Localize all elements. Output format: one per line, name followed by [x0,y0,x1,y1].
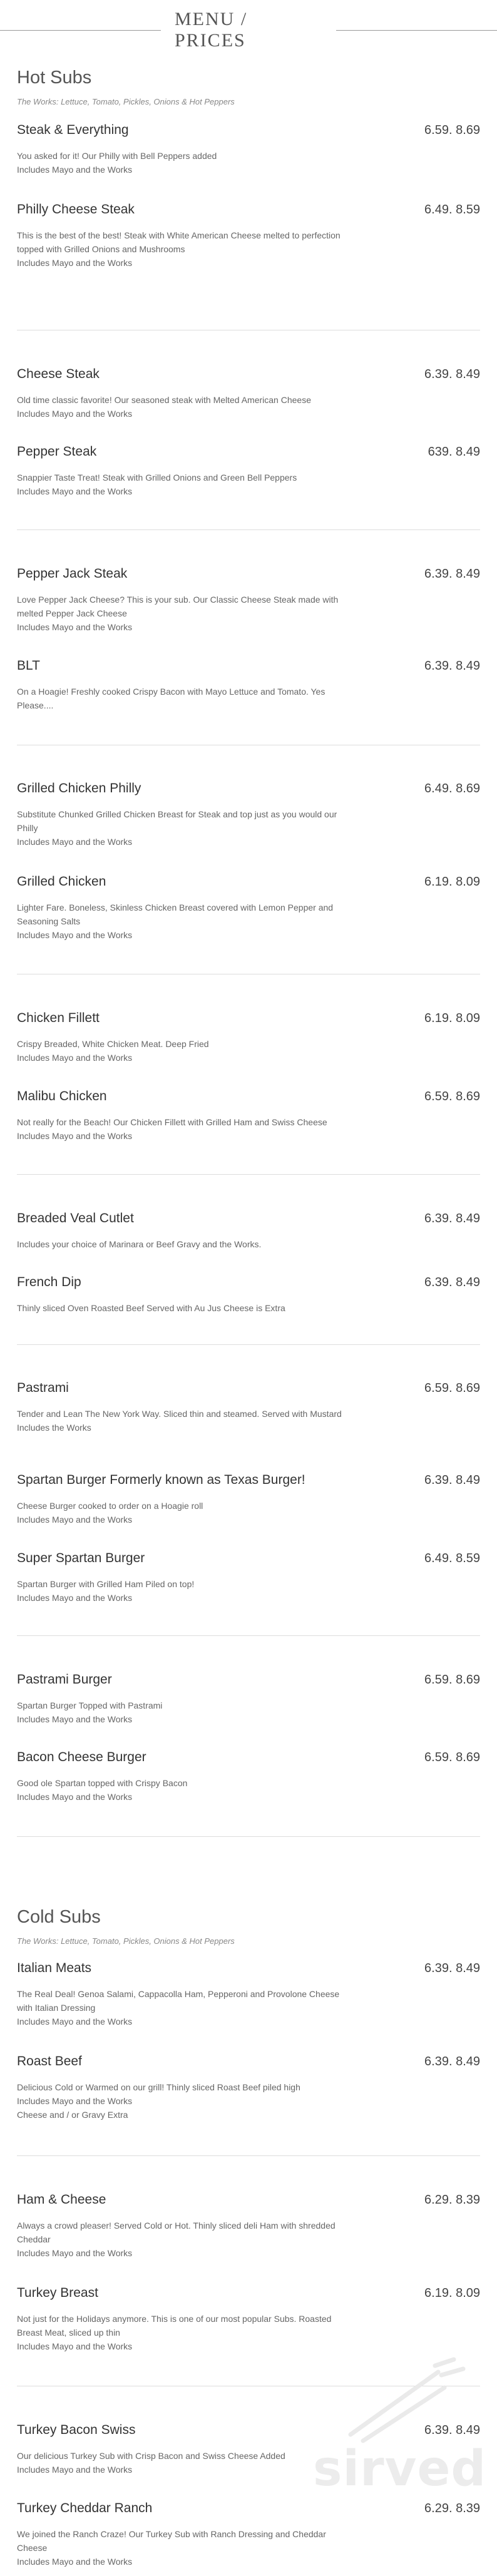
item-description: Includes your choice of Marinara or Beef Gravy and the Works. [17,1239,262,1249]
item-price: 6.59. 8.69 [424,1090,480,1103]
menu-item [17,202,480,270]
menu-item [17,2054,480,2122]
item-price: 639. 8.49 [428,445,480,459]
item-description: Old time classic favorite! Our seasoned steak with Melted American Cheese Includes Mayo and the Works [17,395,311,419]
item-price: 6.19. 8.09 [424,1011,480,1025]
item-price: 6.49. 8.69 [424,782,480,795]
item-price: 6.59. 8.69 [424,123,480,137]
item-name: Philly Cheese Steak [17,202,135,217]
item-name: Pastrami Burger [17,1672,112,1687]
menu-item [17,1961,480,2028]
item-price: 6.39. 8.49 [424,1961,480,1975]
item-name: Pepper Steak [17,444,97,459]
divider [17,1174,480,1175]
item-name: Bacon Cheese Burger [17,1750,146,1764]
item-name: Cheese Steak [17,367,100,381]
menu-item [17,2192,480,2260]
menu-header [0,9,497,51]
item-price: 6.49. 8.59 [424,203,480,217]
item-name: Breaded Veal Cutlet [17,1211,134,1225]
item-description: Spartan Burger with Grilled Ham Piled on top! Includes Mayo and the Works [17,1579,195,1603]
item-description: Lighter Fare. Boneless, Skinless Chicken Breast covered with Lemon Pepper and Seasoning Salts Includes Mayo and the Works [17,902,334,940]
item-description: Delicious Cold or Warmed on our grill! Thinly sliced Roast Beef piled high Includes Mayo and the Works Cheese and / or Gravy Extra [17,2082,300,2120]
item-price: 6.59. 8.69 [424,1673,480,1687]
item-name: Grilled Chicken Philly [17,781,141,795]
item-description: You asked for it! Our Philly with Bell Peppers added Includes Mayo and the Works [17,151,217,175]
menu-item [17,444,480,498]
menu-item [17,2501,480,2568]
item-name: Roast Beef [17,2054,82,2068]
item-description: Thinly sliced Oven Roasted Beef Served with Au Jus Cheese is Extra [17,1303,285,1313]
item-price: 6.59. 8.69 [424,1381,480,1395]
item-description: This is the best of the best! Steak with White American Cheese melted to perfection topped with Grilled Onions and Mushrooms Includes Mayo and the Works [17,230,341,268]
item-name: Grilled Chicken [17,874,106,889]
item-description: Love Pepper Jack Cheese? This is your sub. Our Classic Cheese Steak made with melted Pepper Jack Cheese Includes Mayo and the Works [17,595,339,632]
item-price: 6.59. 8.69 [424,1751,480,1764]
item-name: Turkey Breast [17,2286,98,2300]
item-name: Turkey Bacon Swiss [17,2423,136,2437]
item-description: Tender and Lean The New York Way. Sliced thin and steamed. Served with Mustard Includes the Works [17,1409,342,1433]
item-name: Pastrami [17,1381,69,1395]
menu-item [17,1089,480,1143]
menu-item [17,367,480,421]
section-title-cold-subs: Cold Subs [17,1907,101,1927]
item-description: We joined the Ranch Craze! Our Turkey Sub with Ranch Dressing and Cheddar Cheese Includes Mayo and the Works [17,2529,326,2567]
item-price: 6.39. 8.49 [424,2055,480,2068]
item-description: Snappier Taste Treat! Steak with Grilled Onions and Green Bell Peppers Includes Mayo and the Works [17,473,297,496]
item-description: Cheese Burger cooked to order on a Hoagie roll Includes Mayo and the Works [17,1501,203,1525]
item-description: Always a crowd pleaser! Served Cold or Hot. Thinly sliced deli Ham with shredded Cheddar Includes Mayo and the Works [17,2221,336,2258]
item-description: Our delicious Turkey Sub with Crisp Bacon and Swiss Cheese Added Includes Mayo and the Works [17,2451,285,2475]
item-name: Italian Meats [17,1961,92,1975]
section-title-hot-subs: Hot Subs [17,68,92,88]
item-name: Ham & Cheese [17,2192,106,2207]
divider [17,529,480,530]
menu-item [17,2423,480,2476]
item-price: 6.39. 8.49 [424,2423,480,2437]
item-price: 6.29. 8.39 [424,2193,480,2207]
item-price: 6.49. 8.59 [424,1551,480,1565]
divider [17,1344,480,1345]
item-description: Crispy Breaded, White Chicken Meat. Deep Fried Includes Mayo and the Works [17,1039,209,1063]
item-description: Spartan Burger Topped with Pastrami Includes Mayo and the Works [17,1700,163,1724]
menu-item [17,658,480,712]
divider [17,2155,480,2156]
section-note-cold-subs: The Works: Lettuce, Tomato, Pickles, Onions & Hot Peppers [17,1936,235,1946]
menu-item [17,1551,480,1605]
menu-item [17,566,480,634]
menu-item [17,874,480,942]
item-description: Not really for the Beach! Our Chicken Fillett with Grilled Ham and Swiss Cheese Includes Mayo and the Works [17,1117,327,1141]
item-price: 6.39. 8.49 [424,1473,480,1487]
menu-item [17,1011,480,1065]
item-description: Not just for the Holidays anymore. This is one of our most popular Subs. Roasted Breast Meat, sliced up thin Includes Mayo and the Works [17,2314,332,2351]
header-rule-right [336,30,497,31]
watermark-text: sirved [313,2441,487,2497]
item-name: Turkey Cheddar Ranch [17,2501,153,2515]
item-price: 6.29. 8.39 [424,2502,480,2515]
divider [17,1635,480,1636]
item-price: 6.39. 8.49 [424,1212,480,1225]
menu-item [17,2286,480,2353]
item-name: Chicken Fillett [17,1011,100,1025]
item-description: On a Hoagie! Freshly cooked Crispy Bacon with Mayo Lettuce and Tomato. Yes Please.... [17,687,325,710]
menu-item [17,1211,480,1251]
header-rule-left [0,30,161,31]
item-price: 6.39. 8.49 [424,1275,480,1289]
item-description: The Real Deal! Genoa Salami, Cappacolla Ham, Pepperoni and Provolone Cheese with Italian Dressing Includes Mayo and the Works [17,1989,340,2027]
menu-item [17,1672,480,1726]
menu-item [17,123,480,176]
item-name: French Dip [17,1275,81,1289]
menu-item [17,781,480,849]
page-title: MENU / PRICES [175,9,248,51]
item-price: 6.19. 8.09 [424,2286,480,2300]
menu-item [17,1275,480,1315]
menu-item [17,1473,480,1526]
item-name: Pepper Jack Steak [17,566,128,581]
item-price: 6.39. 8.49 [424,659,480,673]
item-price: 6.19. 8.09 [424,875,480,889]
section-note-hot-subs: The Works: Lettuce, Tomato, Pickles, Onions & Hot Peppers [17,97,235,106]
item-name: Spartan Burger Formerly known as Texas Burger! [17,1473,305,1487]
menu-item [17,1750,480,1804]
divider [17,1836,480,1837]
item-price: 6.39. 8.49 [424,567,480,581]
item-description: Good ole Spartan topped with Crispy Bacon Includes Mayo and the Works [17,1778,188,1802]
item-name: Malibu Chicken [17,1089,107,1103]
item-price: 6.39. 8.49 [424,367,480,381]
item-name: BLT [17,658,40,673]
item-name: Steak & Everything [17,123,129,137]
item-description: Substitute Chunked Grilled Chicken Breast for Steak and top just as you would our Philly Includes Mayo and the Works [17,809,337,847]
menu-item [17,1381,480,1434]
item-name: Super Spartan Burger [17,1551,145,1565]
